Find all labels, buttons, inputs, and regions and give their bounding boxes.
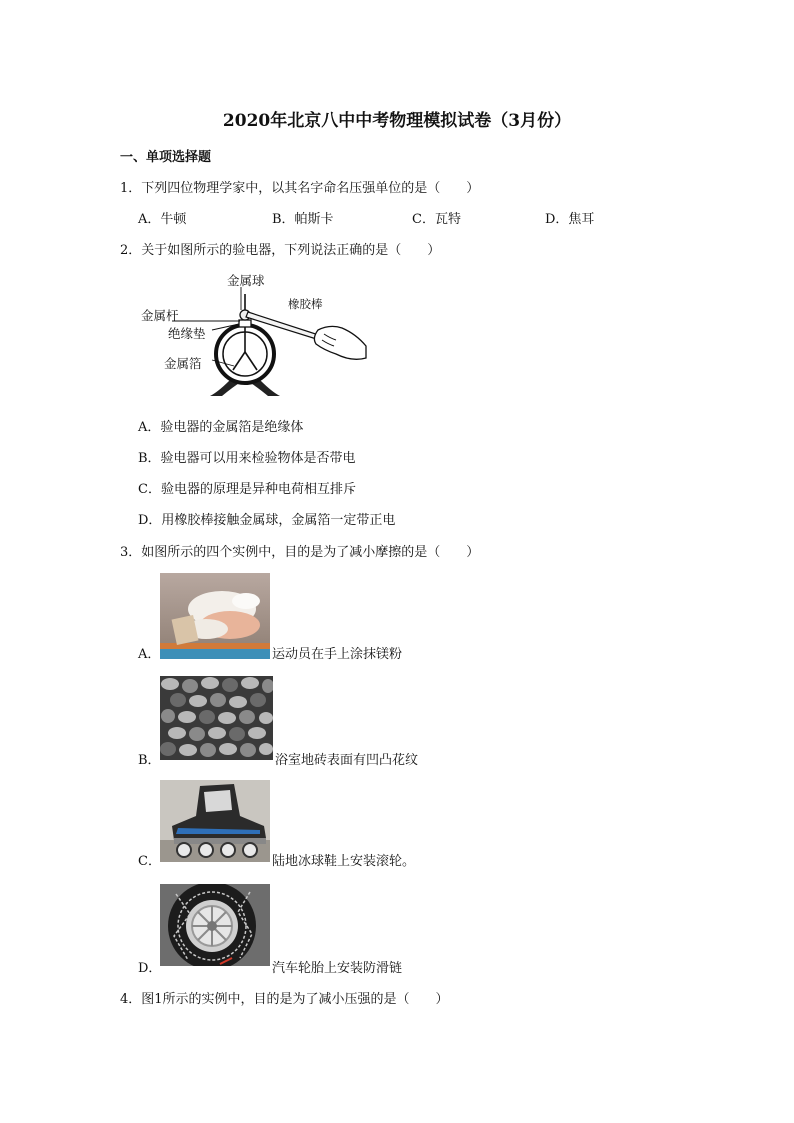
- q1-option-a: A．牛顿: [138, 212, 187, 227]
- chalk-hands-image: [160, 573, 270, 659]
- q3-option-a-letter: A．: [138, 647, 161, 662]
- q3-option-b-caption: 浴室地砖表面有凹凸花纹: [275, 753, 419, 768]
- q3-option-c-caption: 陆地冰球鞋上安装滚轮。: [272, 854, 416, 869]
- q3-option-d-letter: D．: [138, 961, 162, 976]
- q1-option-b: B．帕斯卡: [272, 212, 334, 227]
- q3-option-a-caption: 运动员在手上涂抹镁粉: [272, 647, 403, 662]
- pebble-tile-image: [160, 676, 273, 760]
- question-1-stem: 1．下列四位物理学家中，以其名字命名压强单位的是（ ）: [120, 181, 480, 196]
- question-3-stem: 3．如图所示的四个实例中，目的是为了减小摩擦的是（ ）: [120, 545, 480, 560]
- q1-option-d: D．焦耳: [545, 212, 595, 227]
- q1-option-c: C．瓦特: [412, 212, 461, 227]
- label-insulating-pad: 绝缘垫: [168, 326, 206, 341]
- label-rubber-rod: 橡胶棒: [288, 297, 323, 311]
- label-metal-ball: 金属球: [227, 273, 265, 288]
- q2-option-b: B．验电器可以用来检验物体是否带电: [138, 451, 356, 466]
- question-4-stem: 4．图1所示的实例中，目的是为了减小压强的是（ ）: [120, 992, 449, 1007]
- exam-title: 2020年北京八中中考物理模拟试卷（3月份）: [222, 111, 572, 131]
- section-heading: 一、单项选择题: [120, 150, 212, 165]
- q2-option-d: D．用橡胶棒接触金属球，金属箔一定带正电: [138, 513, 396, 528]
- roller-skate-image: [160, 780, 270, 862]
- q3-option-c-letter: C．: [138, 854, 161, 869]
- q2-option-a: A．验电器的金属箔是绝缘体: [138, 420, 304, 435]
- q2-option-c: C．验电器的原理是异种电荷相互排斥: [138, 482, 356, 497]
- q3-option-d-caption: 汽车轮胎上安装防滑链: [272, 961, 403, 976]
- tire-chain-image: [160, 884, 270, 966]
- label-metal-rod: 金属杆: [141, 308, 179, 323]
- electroscope-figure: [130, 268, 380, 403]
- label-metal-foil: 金属箔: [164, 356, 202, 371]
- q3-option-b-letter: B．: [138, 753, 161, 768]
- question-2-stem: 2．关于如图所示的验电器，下列说法正确的是（ ）: [120, 243, 441, 258]
